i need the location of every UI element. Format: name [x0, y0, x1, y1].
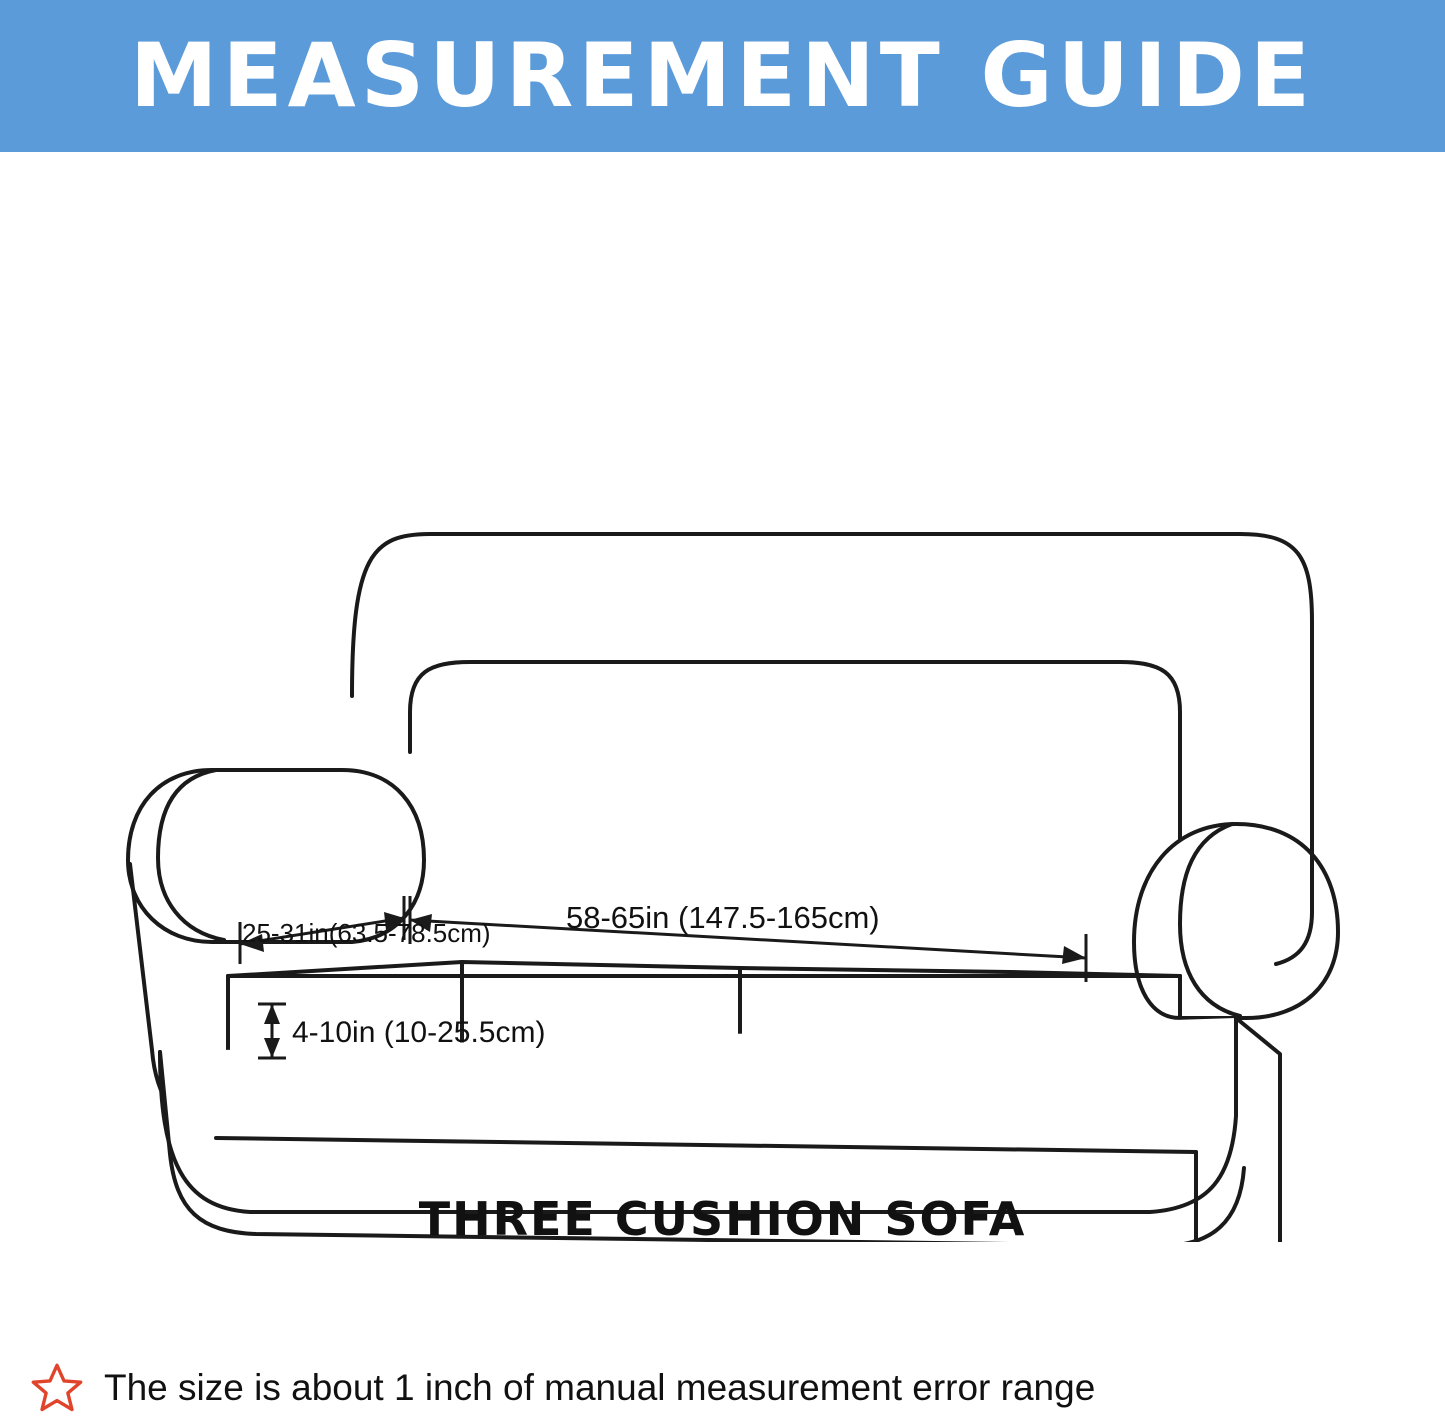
seat-depth-label: 25-31in(63.5-78.5cm) — [242, 918, 491, 948]
page-title: MEASUREMENT GUIDE — [129, 24, 1316, 127]
cushion-height-label: 4-10in (10-25.5cm) — [292, 1016, 546, 1049]
sofa-right-arm-roll — [1134, 824, 1338, 1018]
cushion-height-arrow-top — [264, 1004, 280, 1024]
star-icon — [28, 1359, 86, 1417]
sofa-back-outline — [352, 534, 1312, 852]
footnote-row — [0, 1355, 1445, 1421]
header-bar — [0, 0, 1445, 152]
seat-width-label: 58-65in (147.5-165cm) — [566, 900, 880, 935]
diagram-caption: THREE CUSHION SOFA — [418, 1192, 1027, 1246]
footnote-text: The size is about 1 inch of manual measurement error range — [104, 1367, 1096, 1408]
sofa-cushion-seam — [228, 962, 1180, 976]
sofa-diagram — [0, 152, 1445, 1242]
sofa-illustration — [0, 152, 1445, 1242]
seat-width-arrow-right — [1062, 946, 1086, 964]
